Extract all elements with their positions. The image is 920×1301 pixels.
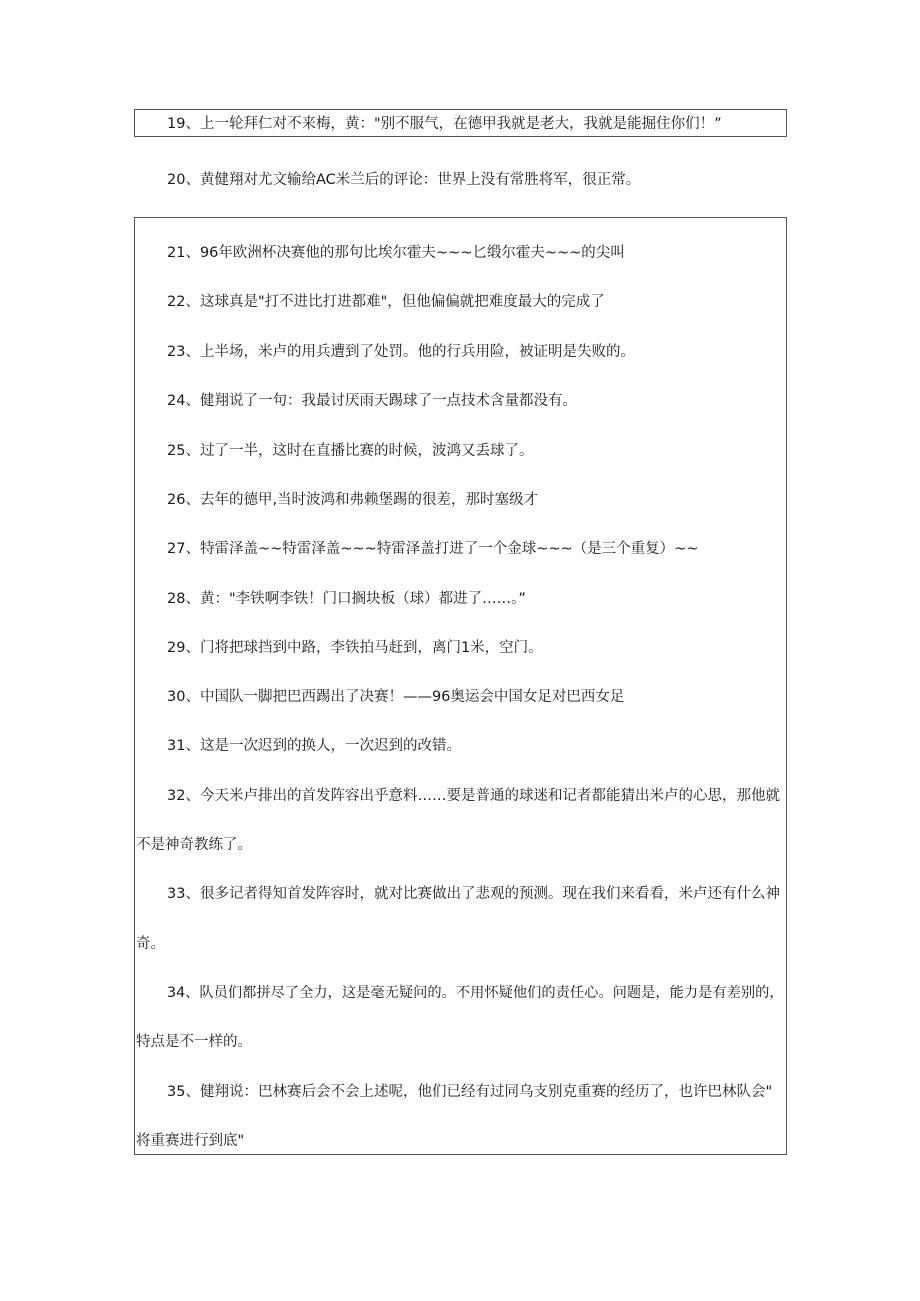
list-item-28: 28、黄："李铁啊李铁！门口搁块板（球）都进了……。” bbox=[167, 591, 526, 607]
list-item-24: 24、健翔说了一句：我最讨厌雨天踢球了一点技术含量都没有。 bbox=[167, 393, 577, 409]
list-item-33-line2: 奇。 bbox=[136, 936, 165, 952]
list-item-30: 30、中国队一脚把巴西踢出了决赛！——96奥运会中国女足对巴西女足 bbox=[167, 689, 625, 705]
list-item-29: 29、门将把球挡到中路，李铁拍马赶到，离门1米，空门。 bbox=[167, 640, 543, 656]
list-item-20: 20、黄健翔对尤文输给AC米兰后的评论：世界上没有常胜将军，很正常。 bbox=[167, 172, 641, 188]
list-item-35-line1: 35、健翔说：巴林赛后会不会上述呢，他们已经有过同乌支别克重赛的经历了，也许巴林队会" bbox=[167, 1084, 773, 1100]
list-item-32-line2: 不是神奇教练了。 bbox=[136, 837, 252, 853]
list-item-21: 21、96年欧洲杯决赛他的那句比埃尔霍夫~~~匕缎尔霍夫~~~的尖叫 bbox=[167, 245, 625, 261]
list-item-33-line1: 33、很多记者得知首发阵容时，就对比赛做出了悲观的预测。现在我们来看看，米卢还有什么神 bbox=[167, 886, 780, 902]
list-item-23: 23、上半场，米卢的用兵遭到了处罚。他的行兵用险，被证明是失败的。 bbox=[167, 344, 635, 360]
list-item-22: 22、这球真是"打不进比打进都难"，但他偏偏就把难度最大的完成了 bbox=[167, 294, 605, 310]
list-item-35-line2: 将重赛进行到底" bbox=[136, 1133, 245, 1149]
list-item-26: 26、去年的德甲,当时波鸿和弗赖堡踢的很差，那时塞级才 bbox=[167, 492, 539, 508]
list-item-32-line1: 32、今天米卢排出的首发阵容出乎意料……要是普通的球迷和记者都能猜出米卢的心思，那他就 bbox=[167, 788, 780, 804]
list-item-25: 25、过了一半，这时在直播比赛的时候，波鸿又丢球了。 bbox=[167, 443, 534, 459]
list-item-19: 19、上一轮拜仁对不来梅，黄："别不服气，在德甲我就是老大，我就是能掘住你们！” bbox=[167, 116, 722, 132]
list-item-31: 31、这是一次迟到的换人，一次迟到的改错。 bbox=[167, 738, 461, 754]
list-item-34-line2: 特点是不一样的。 bbox=[136, 1034, 252, 1050]
list-item-34-line1: 34、队员们都拼尽了全力，这是毫无疑问的。不用怀疑他们的责任心。问题是，能力是有差别的， bbox=[167, 985, 784, 1001]
list-item-27: 27、特雷泽盖~~特雷泽盖~~~特雷泽盖打进了一个金球~~~（是三个重复）~~ bbox=[167, 541, 699, 557]
